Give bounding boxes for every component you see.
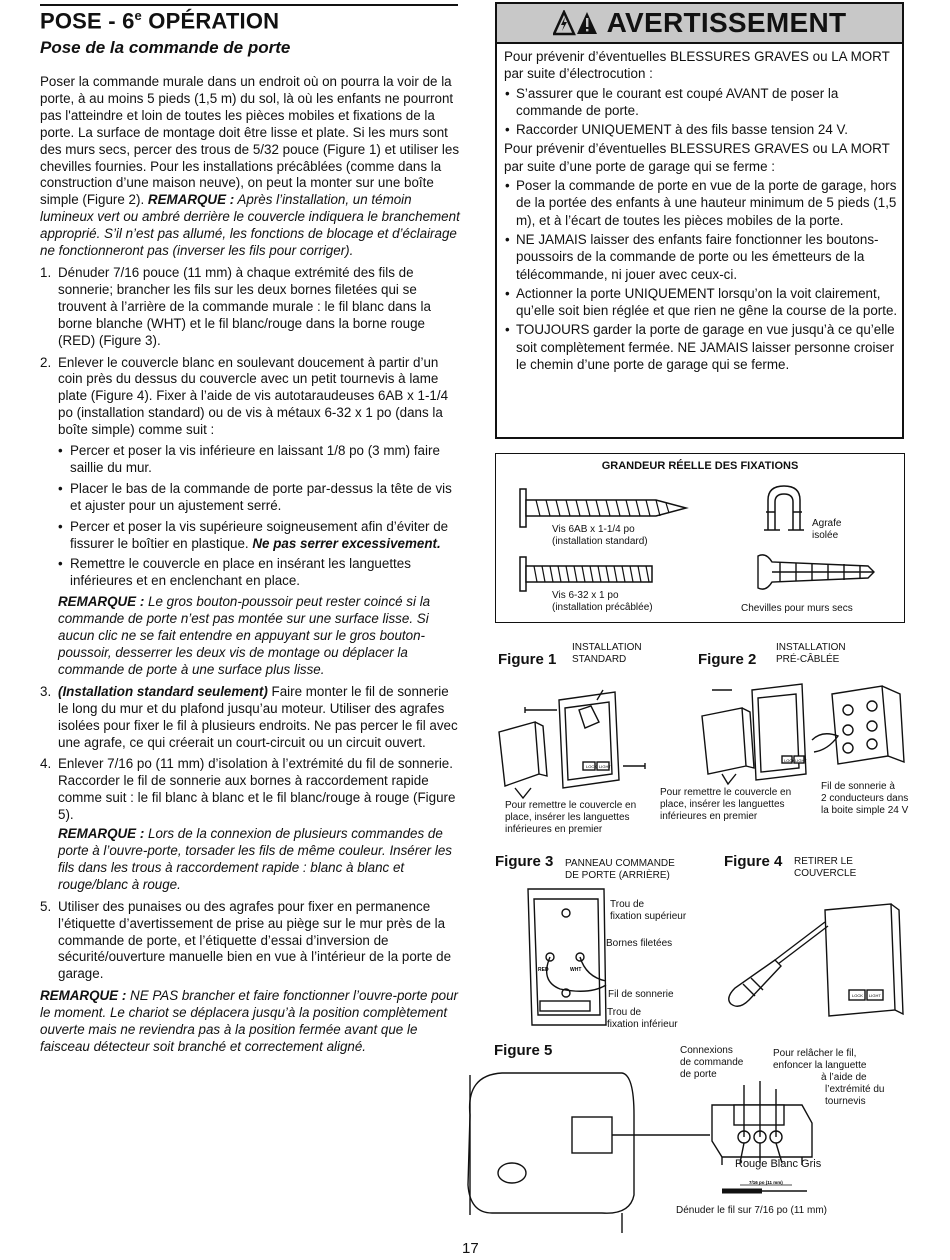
section-subtitle: Pose de la commande de porte [40, 38, 291, 57]
page-number: 17 [462, 1240, 479, 1257]
warning-title: AVERTISSEMENT [606, 7, 847, 38]
step-4-note: REMARQUE : Lors de la connexion de plusieurs commandes de porte à l’ouvre-porte, torsader les fils de même couleur. Insérer les fils dans les trous à raccordement rapide : blanc à blanc et rouge/blanc à rouge. [58, 826, 452, 892]
svg-text:LOCK: LOCK [852, 993, 863, 998]
figure-5-release: Pour relâcher le fil, enfoncer la languette à l’aide de l’extrémité du tournevis [773, 1048, 885, 1107]
screw-1-label: Vis 6AB x 1-1/4 po (installation standard) [552, 524, 648, 547]
warning-triangle-icon [553, 10, 599, 36]
figure-3-terminals: Bornes filetées [606, 938, 673, 949]
fixations-box [495, 453, 905, 623]
figure-3-drawing [520, 885, 620, 1035]
svg-text:LIGHT: LIGHT [599, 764, 611, 769]
warning-body [504, 48, 900, 375]
figure-5-wire-colors: Rouge Blanc Gris [735, 1158, 822, 1170]
figure-3-lower-hole: Trou de fixation inférieur [607, 1007, 678, 1030]
warning-door-list [504, 177, 900, 373]
warning-bullet-5: • Actionner la porte UNIQUEMENT lorsqu’on la voit clairement, qu’elle soit bien réglée et que rien ne gêne la course de la porte. [504, 285, 900, 320]
svg-text:7/16 po (11 mm): 7/16 po (11 mm) [749, 1180, 783, 1185]
step-2-bullet-2: • Placer le bas de la commande de porte par-dessus la tête de vis et ajuster pour un ajustement serré. [58, 481, 460, 515]
step-2-note: REMARQUE : Le gros bouton-poussoir peut rester coincé si la commande de porte n’est pas montée sur une surface lisse. Si aucun clic ne se fait entendre en appuyant sur le gros bouton-poussoir, desserrer les deux vis de montage ou déplacer la commande de porte à une surface plus lisse. [58, 594, 431, 677]
figure-5-strip-caption: Dénuder le fil sur 7/16 po (11 mm) [676, 1205, 827, 1216]
figure-1-caption: Pour remettre le couvercle en place, insérer les languettes inférieures en premier [505, 800, 637, 835]
steps-list [40, 265, 460, 983]
figure-2-caption: Pour remettre le couvercle en place, insérer les languettes inférieures en premier [660, 787, 792, 822]
step-5: 5. Utiliser des punaises ou des agrafes pour fixer en permanence l’étiquette d’avertissement de prise au piège sur le mur près de la commande de porte, et l’étiquette d’essai d’inversion de sécurité/ouverture manuelle bien en vue à l’intérieur de la porte de garage. [40, 898, 452, 982]
step-2: 2. Enlever le couvercle blanc en soulevant doucement à partir d’un coin près du dessus du couvercle avec un petit tournevis à lame plate (Figure 4). Fixer à l’aide de vis autotaraudeuses 6AB x 1-1/4 po (installation standard) ou de vis à métaux 6-32 x 1 po (dans la boîte simple) comme suit : • Percer et poser la vis inférieure en laissant 1/8 po (3 mm) faire saillie du mur. • Placer le bas de la commande de porte par-dessus la tête de vis et ajuster pour un ajustement serré. • Percer et poser la vis supérieure soigneusement afin d’éviter de fissurer le boîtier en plastique. Ne pas serrer excessivement. • Remettre le couvercle en place en insérant les languettes inférieures et en enclenchant en place. REMARQUE : Le gros bouton-poussoir peut rester coincé si la commande de porte n’est pas montée sur une surface lisse. Si aucun clic ne se fait entendre en appuyant sur le gros bouton-poussoir, desserrer les deux vis de montage ou déplacer la commande de porte à une surface plus lisse. [40, 355, 460, 679]
svg-text:RED: RED [538, 967, 549, 973]
warning-door-intro: Pour prévenir d’éventuelles BLESSURES GRAVES ou LA MORT par suite d’une porte de garage qui se ferme : [504, 141, 890, 174]
svg-text:LIGHT: LIGHT [869, 993, 881, 998]
step-2-bullets [58, 443, 460, 590]
warning-electrocution-list [504, 85, 900, 139]
top-rule [40, 4, 458, 6]
figure-3-title: PANNEAU COMMANDE DE PORTE (ARRIÈRE) [565, 858, 675, 881]
figure-4-title: RETIRER LE COUVERCLE [794, 856, 857, 879]
svg-text:LIGHT: LIGHT [795, 758, 807, 763]
step-2-bullet-4: • Remettre le couvercle en place en insérant les languettes inférieures et en enclenchant en place. [58, 556, 460, 590]
figure-3-wire: Fil de sonnerie [608, 989, 674, 1000]
staple-label: Agrafe isolée [812, 518, 842, 541]
intro-paragraph: Poser la commande murale dans un endroit où on pourra la voir de la porte, à au moins 5 pieds (1,5 m) du sol, là où les enfants ne pourront pas l'atteindre et loin de toutes les pièces mobiles et fixations de la porte. La surface de montage doit être lisse et plate. Si les murs sont des murs secs, percer des trous de 5/32 pouce (Figure 1) et utiliser les chevilles fournies. Pour les installations précâblées (comme dans la construction d’une maison neuve), on peut la monter sur une boîte simple (Figure 2). REMARQUE : Après l’installation, un témoin lumineux vert ou ambré derrière le couvercle indiquera le branchement approprié. S’il n’est pas allumé, les fonctions de blocage et d’éclairage ne fonctionneront pas (inverser les fils pour corriger). [40, 74, 460, 259]
figure-2-drawing [662, 670, 912, 790]
drywall-anchor-icon [758, 555, 874, 589]
step-2-bullet-3: • Percer et poser la vis supérieure soigneusement afin d’éviter de fissurer le boîtier en plastique. Ne pas serrer excessivement. [58, 519, 460, 553]
warning-bullet-6: • TOUJOURS garder la porte de garage en vue jusqu’à ce qu’elle soit complètement fermée. NE JAMAIS laisser personne croiser le chemin d’une porte de garage qui se ferme. [504, 321, 900, 373]
fixations-title: GRANDEUR RÉELLE DES FIXATIONS [601, 460, 799, 472]
screw-6ab-icon [520, 489, 686, 527]
screw-2-label: Vis 6-32 x 1 po (installation précâblée) [552, 590, 653, 613]
figure-4-drawing [715, 880, 915, 1030]
warning-header [497, 4, 902, 44]
figure-2-label: Figure 2 [698, 651, 757, 668]
step-4: 4. Enlever 7/16 po (11 mm) d’isolation à l’extrémité du fil de sonnerie. Raccorder le fil de sonnerie aux bornes à raccordement rapide comme suit : le fil blanc à blanc et le fil blanc/rouge à rouge (Figure 5). REMARQUE : Lors de la connexion de plusieurs commandes de porte à l’ouvre-porte, torsader les fils de même couleur. Insérer les fils dans les trous à raccordement rapide : blanc à blanc et rouge/blanc à rouge. [40, 756, 460, 893]
warning-bullet-4: • NE JAMAIS laisser des enfants faire fonctionner les boutons-poussoirs de la commande de porte ou les émetteurs de la télécommande, ni jouer avec ceux-ci. [504, 231, 900, 283]
warning-bullet-3: • Poser la commande de porte en vue de la porte de garage, hors de la portée des enfants à une hauteur minimum de 5 pieds (1,5 m), et à l’écart de toutes les pièces mobiles de la porte. [504, 177, 900, 229]
page-title: POSE - 6e OPÉRATION [40, 8, 280, 34]
step-1: 1. Dénuder 7/16 pouce (11 mm) à chaque extrémité des fils de sonnerie; brancher les fils sur les deux bornes filetées qui se trouvent à l’arrière de la commande murale : le fil blanc dans la borne blanche (WHT) et le fil blanc/rouge dans la borne rouge (RED) (Figure 3). [40, 264, 431, 348]
screw-632-icon [520, 557, 652, 591]
figure-4-label: Figure 4 [724, 853, 783, 870]
svg-text:WHT: WHT [570, 967, 582, 973]
figure-2-wire-caption: Fil de sonnerie à 2 conducteurs dans la boite simple 24 V [821, 781, 909, 816]
warning-bullet-2: • Raccorder UNIQUEMENT à des fils basse tension 24 V. [504, 121, 900, 138]
figure-2-title: INSTALLATION PRÉ-CÂBLÉE [776, 642, 846, 665]
step-2-bullet-1: • Percer et poser la vis inférieure en laissant 1/8 po (3 mm) faire saillie du mur. [58, 443, 460, 477]
svg-text:LOCK: LOCK [784, 758, 795, 763]
anchor-label: Chevilles pour murs secs [741, 603, 853, 614]
staple-icon [764, 486, 804, 530]
figure-1-title: INSTALLATION STANDARD [572, 642, 642, 665]
instructions-body [40, 74, 460, 1061]
warning-bullet-1: • S’assurer que le courant est coupé AVANT de poser la commande de porte. [504, 85, 900, 120]
final-note: REMARQUE : NE PAS brancher et faire fonctionner l’ouvre-porte pour le moment. Le chariot se déplacera jusqu’à la position complètement ouverte mais ne reviendra pas à la position fermée avant que le faisceau détecteur soit branché et correctement aligné. [40, 988, 459, 1054]
figure-1-label: Figure 1 [498, 651, 557, 668]
figure-3-label: Figure 3 [495, 853, 554, 870]
svg-text:LOCK: LOCK [586, 764, 597, 769]
figure-5-label: Figure 5 [494, 1042, 553, 1059]
figure-1-drawing [495, 670, 670, 800]
figure-3-upper-hole: Trou de fixation supérieur [610, 899, 687, 922]
figure-5-connections: Connexions de commande de porte [680, 1045, 744, 1080]
step-3: 3. (Installation standard seulement) Faire monter le fil de sonnerie le long du mur et du plafond jusqu’au moteur. Utiliser des agrafes isolées pour fixer le fil à plusieurs endroits. Ne pas percer le fil avec une agrafe, ce qui créerait un court-circuit ou un circuit ouvert. [40, 683, 458, 750]
warning-box [495, 2, 904, 439]
warning-electrocution-intro: Pour prévenir d’éventuelles BLESSURES GRAVES ou LA MORT par suite d’électrocution : [504, 49, 890, 82]
